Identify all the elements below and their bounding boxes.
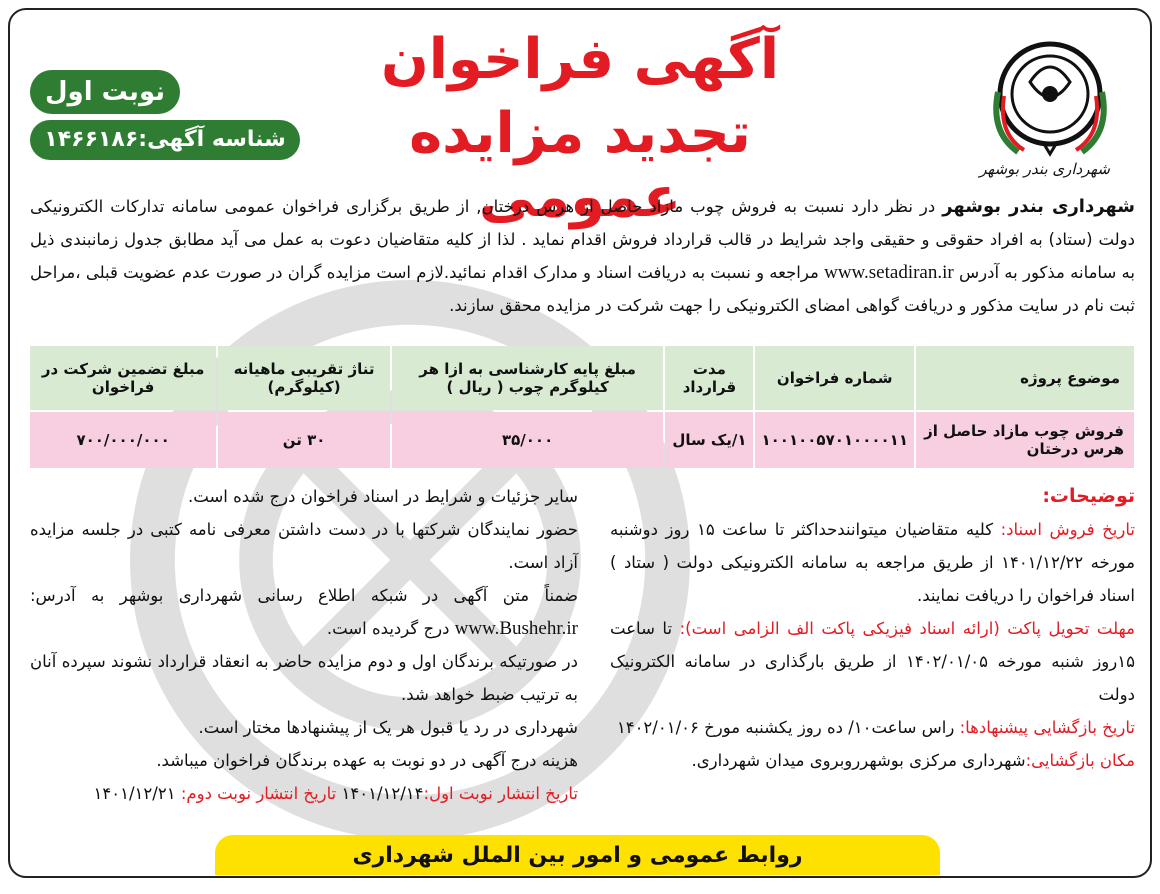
cell-project: فروش چوب مازاد حاصل از هرس درختان [916, 412, 1134, 468]
tender-table [28, 344, 1136, 470]
place-text: شهرداری مرکزی بوشهرروبروی میدان شهرداری. [691, 751, 1026, 770]
advertisement-page [8, 8, 1152, 878]
pub1-label: تاریخ انتشار نوبت اول: [423, 784, 578, 803]
header-call-number: شماره فراخوان [755, 346, 913, 410]
notes-column [610, 480, 1135, 777]
note-opening [610, 711, 1135, 744]
logo-caption: شهرداری بندر بوشهر [979, 160, 1110, 178]
round-badge: نوبت اول [30, 70, 180, 114]
pub2-date: ۱۴۰۱/۱۲/۲۱ [93, 784, 181, 803]
condition-3-tail: درج گردیده است. [326, 619, 455, 638]
cell-base-price: ۳۵/۰۰۰ [392, 412, 664, 468]
pub2-label: تاریخ انتشار نوبت دوم: [180, 784, 342, 803]
bushehr-link[interactable]: www.Bushehr.ir [454, 618, 578, 639]
footer-banner: روابط عمومی و امور بین الملل شهرداری [215, 835, 940, 875]
header-base-price: مبلغ پایه کارشناسی به ازا هر کیلوگرم چوب ( ریال ) [392, 346, 664, 410]
note-sale-date [610, 513, 1135, 612]
deadline-label: مهلت تحویل پاکت (ارائه اسناد فیزیکی پاکت الف الزامی است): [679, 619, 1135, 638]
table-row [30, 412, 1134, 468]
page-title: آگهی فراخوان [380, 27, 780, 92]
cell-contract-duration: ۱/یک سال [665, 412, 753, 468]
cell-tonnage: ۳۰ تن [218, 412, 390, 468]
cell-call-number: ۱۰۰۱۰۰۵۷۰۱۰۰۰۰۱۱ [755, 412, 913, 468]
place-label: مکان بازگشایی: [1025, 751, 1135, 770]
table-header-row [30, 346, 1134, 410]
note-place [610, 744, 1135, 777]
pub1-date: ۱۴۰۱/۱۲/۱۴ [341, 784, 424, 803]
intro-paragraph [30, 190, 1135, 322]
setad-link[interactable]: www.setadiran.ir [824, 262, 954, 283]
header-project: موضوع پروژه [916, 346, 1134, 410]
condition-3-text: ضمناً متن آگهی در شبکه اطلاع رسانی شهرداری بوشهر به آدرس: [30, 586, 578, 605]
opening-text: راس ساعت۱۰/ ده روز یکشنبه مورخ ۱۴۰۲/۰۱/۰۶ [616, 718, 960, 737]
cell-guarantee: ۷۰۰/۰۰۰/۰۰۰ [30, 412, 216, 468]
intro-text-2: مراجعه و نسبت به دریافت اسناد و مدارک اقدام نمائید.لازم است مزایده گران در صورت عدم عضویت قبلی ،مراحل ثبت نام در سایت مذکور و دریافت گواهی امضای الکترونیکی را جهت شرکت در مزایده محقق سازند. [30, 263, 1135, 315]
condition-6: هزینه درج آگهی در دو نوبت به عهده برندگان فراخوان میباشد. [156, 751, 578, 770]
condition-1: سایر جزئیات و شرایط در اسناد فراخوان درج شده است. [188, 487, 578, 506]
publication-dates [30, 777, 578, 810]
condition-2: حضور نمایندگان شرکتها با در دست داشتن معرفی نامه کتبی در جلسه مزایده آزاد است. [30, 520, 578, 572]
header-tonnage: تناژ تقریبی ماهیانه (کیلوگرم) [218, 346, 390, 410]
org-name: شهرداری بندر بوشهر [942, 196, 1135, 217]
condition-4: در صورتیکه برندگان اول و دوم مزایده حاضر به انعقاد قرارداد نشوند سپرده آنان به ترتیب ضبط خواهد شد. [30, 652, 578, 704]
sale-date-text: کلیه متقاضیان میتوانندحداکثر تا ساعت ۱۵ روز دوشنبه مورخه ۱۴۰۱/۱۲/۲۲ از طریق مراجعه به سامانه الکترونیکی دولت ( ستاد ) اسناد فراخوان را دریافت نمایند. [610, 520, 1136, 605]
condition-5: شهرداری در رد یا قبول هر یک از پیشنهادها مختار است. [198, 718, 578, 737]
header-guarantee: مبلغ تضمین شرکت در فراخوان [30, 346, 216, 410]
ad-id-badge: شناسه آگهی:۱۴۶۶۱۸۶ [30, 120, 300, 160]
opening-label: تاریخ بازگشایی پیشنهادها: [959, 718, 1135, 737]
intro-text-1: در نظر دارد نسبت به فروش چوب مازاد حاصل از هرس درختان, از طریق برگزاری فراخوان عمومی سامانه تدارکات الکترونیکی دولت (ستاد) به افراد حقوقی و حقیقی واجد شرایط در قالب قرارداد فروش اقدام نماید . لذا از کلیه متقاضیان دعوت به عمل می آید مطابق جدول زمانبندی ذیل به سامانه مذکور به آدرس [30, 197, 1135, 282]
page-subtitle: تجدید مزایده عمومی [409, 101, 751, 230]
sale-date-label: تاریخ فروش اسناد: [1000, 520, 1135, 539]
note-deadline [610, 612, 1135, 711]
header-contract-duration: مدت قرارداد [665, 346, 753, 410]
deadline-text: تا ساعت ۱۵روز شنبه مورخه ۱۴۰۲/۰۱/۰۵ از طریق بارگذاری در سامانه الکترونیک دولت [610, 619, 1135, 704]
notes-heading: توضیحات: [1042, 485, 1135, 507]
condition-3 [30, 579, 578, 645]
conditions-column [30, 480, 578, 810]
